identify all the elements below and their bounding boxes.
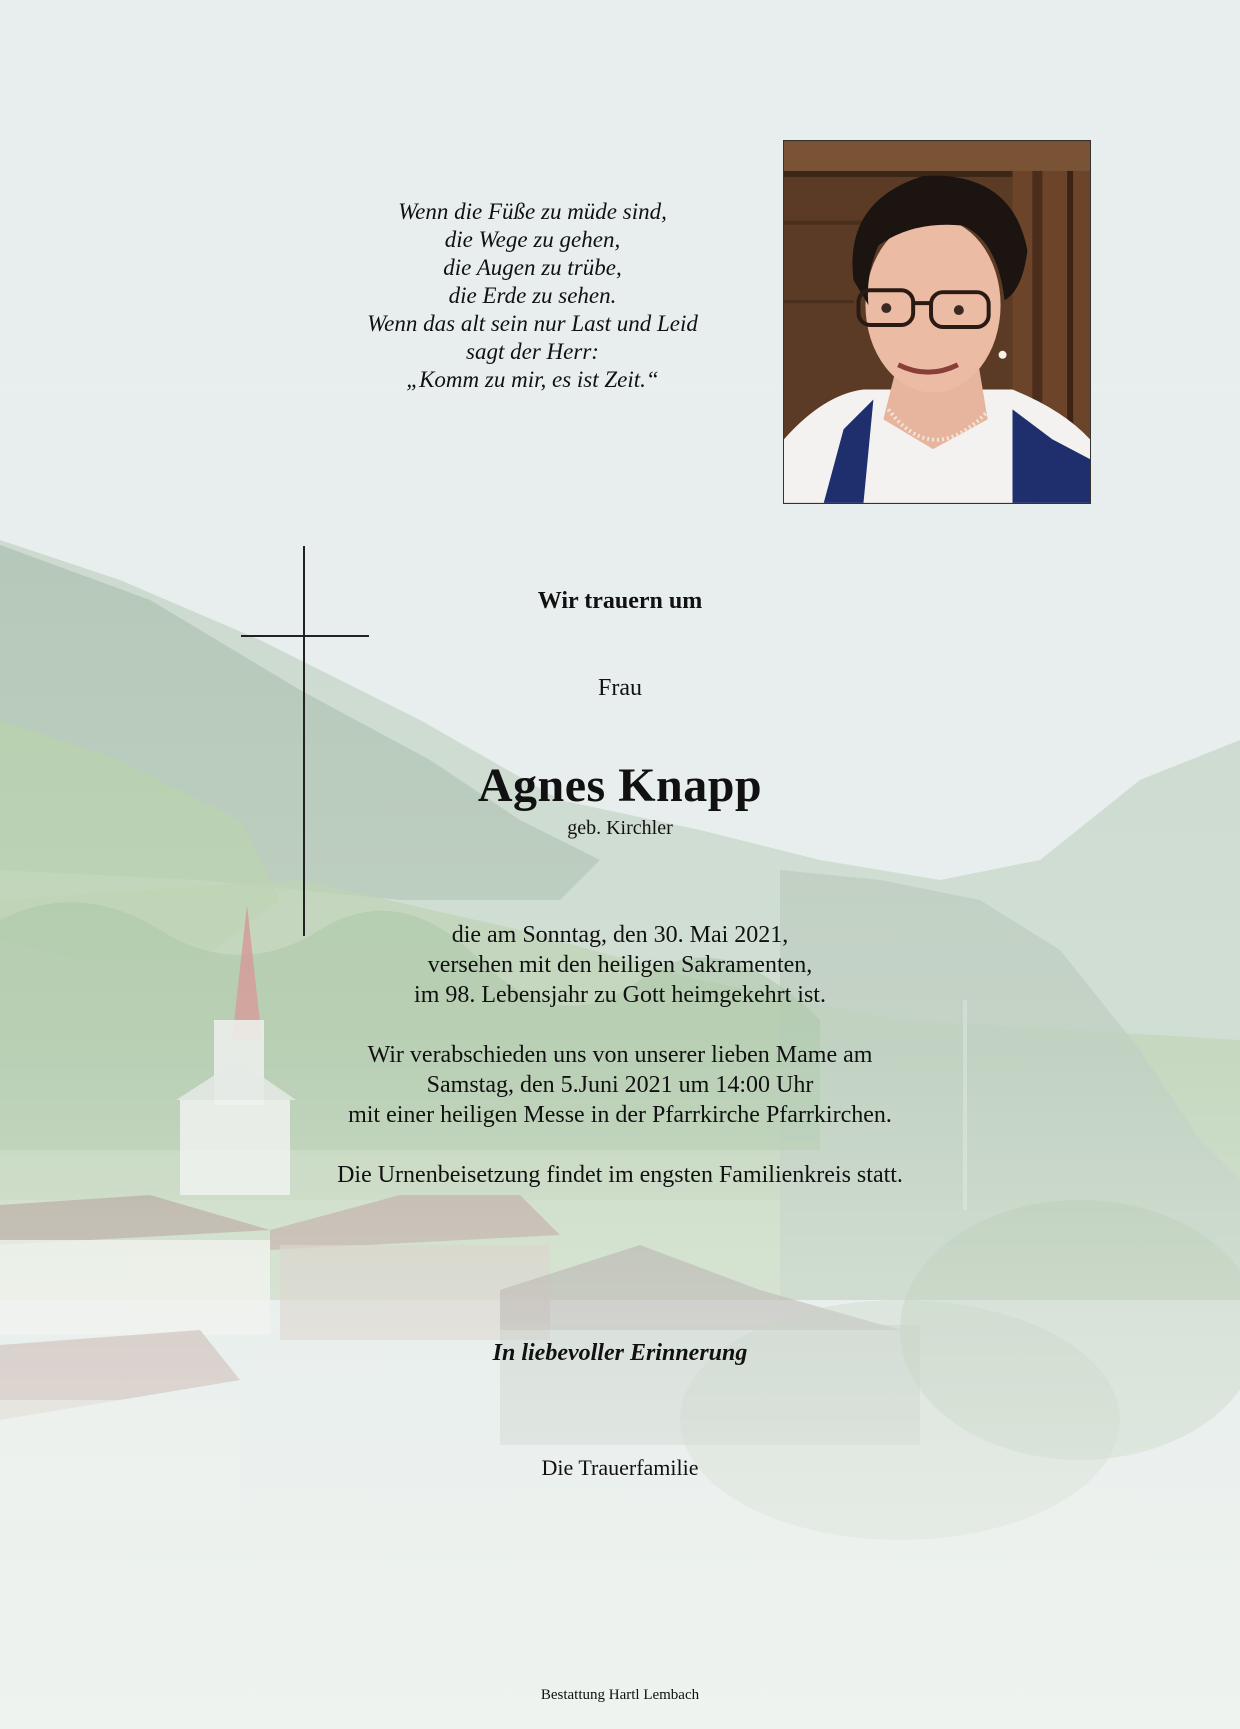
- poem-line: „Komm zu mir, es ist Zeit.“: [406, 367, 659, 392]
- death-line: im 98. Lebensjahr zu Gott heimgekehrt ist.: [414, 982, 826, 1008]
- death-line: versehen mit den heiligen Sakramenten,: [427, 952, 813, 978]
- urn-burial-note: Die Urnenbeisetzung findet im engsten Familienkreis statt.: [337, 1162, 903, 1188]
- poem-line: Wenn das alt sein nur Last und Leid: [367, 311, 698, 336]
- poem-line: die Wege zu gehen,: [444, 227, 621, 252]
- death-line: die am Sonntag, den 30. Mai 2021,: [451, 922, 789, 948]
- poem-line: die Augen zu trübe,: [443, 255, 622, 280]
- mourning-heading: Wir trauern um: [537, 588, 703, 614]
- funeral-line: mit einer heiligen Messe in der Pfarrkirche Pfarrkirchen.: [348, 1102, 892, 1128]
- poem-line: Wenn die Füße zu müde sind,: [398, 199, 667, 224]
- cross-horizontal-bar: [241, 635, 369, 637]
- portrait-photo: [783, 140, 1091, 504]
- deceased-name: Agnes Knapp: [477, 759, 763, 812]
- poem: [300, 198, 765, 394]
- birth-name: geb. Kirchler: [567, 817, 673, 839]
- funeral-details: [0, 1040, 1240, 1130]
- funeral-line: Samstag, den 5.Juni 2021 um 14:00 Uhr: [426, 1072, 814, 1098]
- memory-phrase: In liebevoller Erinnerung: [492, 1340, 748, 1366]
- poem-line: die Erde zu sehen.: [448, 283, 617, 308]
- death-announcement: [0, 920, 1240, 1010]
- funeral-line: Wir verabschieden uns von unserer lieben Mame am: [367, 1042, 873, 1068]
- family-signature: Die Trauerfamilie: [541, 1455, 699, 1480]
- undertaker-credit: Bestattung Hartl Lembach: [540, 1687, 700, 1703]
- poem-line: sagt der Herr:: [466, 339, 599, 364]
- salutation: Frau: [598, 675, 642, 701]
